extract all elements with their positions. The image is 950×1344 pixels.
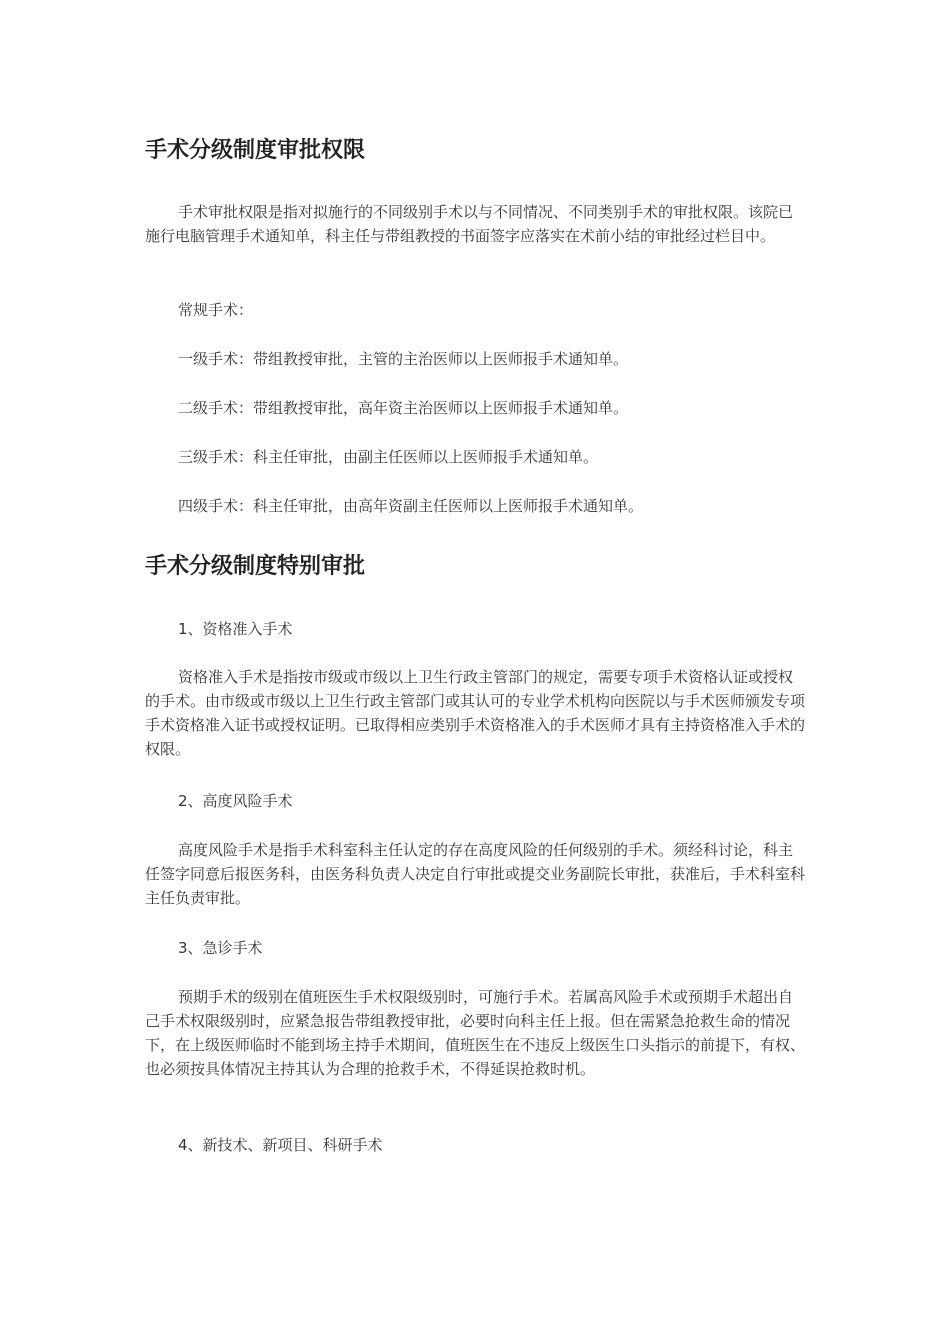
routine-surgery-label: 常规手术： xyxy=(178,301,254,319)
section-title-approval-authority: 手术分级制度审批权限 xyxy=(145,138,366,163)
item4-heading: 4、新技术、新项目、科研手术 xyxy=(178,1136,383,1154)
item1-heading: 1、资格准入手术 xyxy=(178,620,293,638)
approval-authority-intro: 手术审批权限是指对拟施行的不同级别手术以与不同情况、不同类别手术的审批权限。该院已施行电脑管理手术通知单，科主任与带组教授的书面签字应落实在术前小结的审批经过栏目中。 xyxy=(145,203,794,245)
item3-text: 预期手术的级别在值班医生手术权限级别时，可施行手术。若属高风险手术或预期手术超出自己手术权限级别时，应紧急报告带组教授审批，必要时向科主任上报。但在需紧急抢救生命的情况下，在上级医师临时不能到场主持手术期间，值班医生在不违反上级医生口头指示的前提下，有权、也必须按具体情况主持其认为合理的抢救手术，不得延误抢救时机。 xyxy=(145,988,806,1078)
item1-text: 资格准入手术是指按市级或市级以上卫生行政主管部门的规定，需要专项手术资格认证或授权的手术。由市级或市级以上卫生行政主管部门或其认可的专业学术机构向医院以与手术医师颁发专项手术资格准入证书或授权证明。已取得相应类别手术资格准入的手术医师才具有主持资格准入手术的权限。 xyxy=(145,668,806,758)
section-title-special-approval: 手术分级制度特别审批 xyxy=(145,554,366,579)
item2-heading: 2、高度风险手术 xyxy=(178,792,293,810)
item3-heading: 3、急诊手术 xyxy=(178,939,263,957)
level3-surgery-rule: 三级手术：科主任审批，由副主任医师以上医师报手术通知单。 xyxy=(178,448,599,466)
item2-text: 高度风险手术是指手术科室科主任认定的存在高度风险的任何级别的手术。须经科讨论，科主任签字同意后报医务科，由医务科负责人决定自行审批或提交业务副院长审批，获准后，手术科室科主任负责审批。 xyxy=(145,841,806,907)
level2-surgery-rule: 二级手术：带组教授审批，高年资主治医师以上医师报手术通知单。 xyxy=(178,399,629,417)
level4-surgery-rule: 四级手术：科主任审批，由高年资副主任医师以上医师报手术通知单。 xyxy=(178,497,644,515)
level1-surgery-rule: 一级手术：带组教授审批，主管的主治医师以上医师报手术通知单。 xyxy=(178,350,629,368)
